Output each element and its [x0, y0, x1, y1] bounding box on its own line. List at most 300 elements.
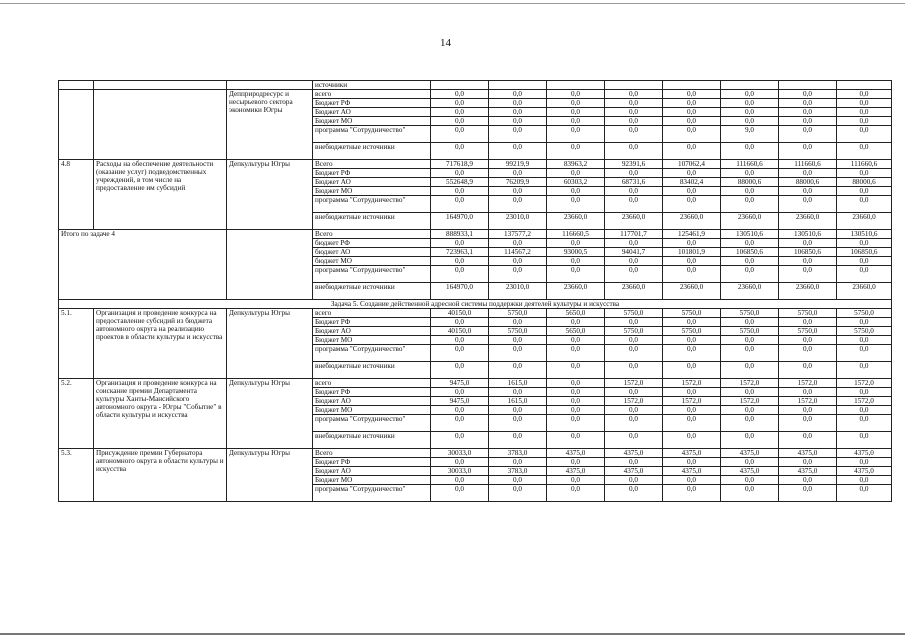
- measure-name: Организация и проведение конкурса на предоставление субсидий из бюджета автономного округа на реализацию проектов в области культуры и искусства: [94, 309, 227, 379]
- value-cell: 717618,9: [431, 160, 489, 169]
- value-cell: 117701,7: [605, 230, 663, 239]
- value-cell: 23660,0: [547, 213, 605, 230]
- value-cell: 4375,0: [547, 467, 605, 476]
- source-label: программа "Сотрудничество": [313, 415, 431, 432]
- value-cell: 0,0: [489, 239, 547, 248]
- value-cell: 23660,0: [663, 283, 721, 300]
- value-cell: 0,0: [837, 406, 892, 415]
- value-cell: 111660,6: [721, 160, 779, 169]
- value-cell: 0,0: [547, 239, 605, 248]
- value-cell: 0,0: [547, 99, 605, 108]
- value-cell: 88000,6: [837, 178, 892, 187]
- value-cell: 116660,5: [547, 230, 605, 239]
- source-label: бюджет РФ: [313, 239, 431, 248]
- source-label: бюджет МО: [313, 257, 431, 266]
- value-cell: 0,0: [605, 336, 663, 345]
- value-cell: 99219,9: [489, 160, 547, 169]
- value-cell: 0,0: [779, 196, 837, 213]
- value-cell: 92391,6: [605, 160, 663, 169]
- value-cell: 0,0: [431, 458, 489, 467]
- number-cell-empty: [59, 90, 94, 160]
- value-cell: 0,0: [721, 476, 779, 485]
- value-cell: 111660,6: [837, 160, 892, 169]
- value-cell: 5750,0: [605, 327, 663, 336]
- value-cell: 0,0: [605, 318, 663, 327]
- value-cell: 0,0: [605, 108, 663, 117]
- value-cell: 0,0: [663, 485, 721, 502]
- value-cell: 4375,0: [663, 449, 721, 458]
- row-number: 4.8: [59, 160, 94, 230]
- measure-name: Расходы на обеспечение деятельности (оказание услуг) подведомственных учреждений, в том числе на предоставление им субсидий: [94, 160, 227, 230]
- value-cell: 0,0: [721, 336, 779, 345]
- value-cell: 130510,6: [779, 230, 837, 239]
- value-cell: 9475,0: [431, 379, 489, 388]
- source-label: Бюджет РФ: [313, 458, 431, 467]
- value-cell: 0,0: [779, 257, 837, 266]
- value-cell: 0,0: [489, 485, 547, 502]
- name-cell-empty: [94, 90, 227, 160]
- value-cell: 0,0: [663, 169, 721, 178]
- source-label: программа "Сотрудничество": [313, 266, 431, 283]
- source-label: внебюджетные источники: [313, 432, 431, 449]
- value-cell: 1572,0: [837, 379, 892, 388]
- value-cell: 723963,1: [431, 248, 489, 257]
- value-cell: 0,0: [605, 432, 663, 449]
- value-cell: 114567,2: [489, 248, 547, 257]
- source-label: внебюджетные источники: [313, 143, 431, 160]
- value-cell: 0,0: [547, 196, 605, 213]
- source-label: всего: [313, 309, 431, 318]
- name-cell-empty: [94, 81, 227, 90]
- value-cell: 0,0: [837, 126, 892, 143]
- executor-cell: Депкультуры Югры: [227, 379, 313, 449]
- value-cell: 5750,0: [721, 309, 779, 318]
- value-cell: 0,0: [721, 239, 779, 248]
- value-cell: 40150,0: [431, 309, 489, 318]
- value-cell: 0,0: [663, 362, 721, 379]
- value-cell: 0,0: [837, 362, 892, 379]
- value-cell: 0,0: [779, 169, 837, 178]
- value-cell: 0,0: [489, 108, 547, 117]
- value-cell: 0,0: [489, 388, 547, 397]
- value-cell: 4375,0: [663, 467, 721, 476]
- value-cell: 130510,6: [721, 230, 779, 239]
- value-cell: 0,0: [779, 187, 837, 196]
- value-cell-empty: [663, 81, 721, 90]
- value-cell: 0,0: [779, 90, 837, 99]
- value-cell: 0,0: [779, 126, 837, 143]
- value-cell: 0,0: [547, 117, 605, 126]
- value-cell: 0,0: [837, 415, 892, 432]
- value-cell: 111660,6: [779, 160, 837, 169]
- value-cell: 30033,0: [431, 449, 489, 458]
- value-cell: 0,0: [605, 239, 663, 248]
- value-cell: 0,0: [431, 169, 489, 178]
- value-cell: 0,0: [605, 345, 663, 362]
- value-cell: 0,0: [547, 432, 605, 449]
- value-cell: 0,0: [605, 362, 663, 379]
- value-cell: 0,0: [837, 336, 892, 345]
- value-cell: 0,0: [663, 266, 721, 283]
- value-cell: 23660,0: [605, 213, 663, 230]
- value-cell: 88000,6: [721, 178, 779, 187]
- value-cell: 23660,0: [547, 283, 605, 300]
- source-label: источники: [313, 81, 431, 90]
- value-cell: 76209,9: [489, 178, 547, 187]
- value-cell: 4375,0: [837, 467, 892, 476]
- value-cell: 1572,0: [605, 397, 663, 406]
- scan-top-edge: [0, 3, 905, 4]
- value-cell: 5750,0: [489, 327, 547, 336]
- value-cell: 0,0: [605, 90, 663, 99]
- value-cell: 0,0: [489, 406, 547, 415]
- value-cell: 0,0: [489, 187, 547, 196]
- measure-name: Организация и проведение конкурса на соискание премии Департамента культуры Ханты-Мансийского автономного округа - Югры "Событие" в области культуры и искусства: [94, 379, 227, 449]
- value-cell: 30033,0: [431, 467, 489, 476]
- value-cell: 0,0: [547, 169, 605, 178]
- value-cell: 4375,0: [721, 449, 779, 458]
- executor-cell: Депкультуры Югры: [227, 160, 313, 230]
- value-cell: 0,0: [489, 196, 547, 213]
- value-cell: 0,0: [547, 379, 605, 388]
- value-cell: 0,0: [489, 432, 547, 449]
- value-cell: 0,0: [489, 458, 547, 467]
- executor-cell-empty: [227, 230, 313, 300]
- value-cell: 5750,0: [779, 309, 837, 318]
- value-cell: 0,0: [721, 108, 779, 117]
- value-cell: 0,0: [779, 406, 837, 415]
- value-cell: 0,0: [489, 415, 547, 432]
- source-label: Бюджет РФ: [313, 169, 431, 178]
- value-cell: 0,0: [547, 126, 605, 143]
- value-cell: 23660,0: [779, 283, 837, 300]
- value-cell: 0,0: [837, 117, 892, 126]
- value-cell: 23660,0: [721, 213, 779, 230]
- executor-cell: Депкультуры Югры: [227, 449, 313, 502]
- value-cell: 0,0: [605, 99, 663, 108]
- budget-table: [58, 80, 892, 502]
- value-cell: 0,0: [779, 485, 837, 502]
- value-cell: 40150,0: [431, 327, 489, 336]
- value-cell: 4375,0: [547, 449, 605, 458]
- value-cell: 0,0: [663, 345, 721, 362]
- value-cell: 0,0: [837, 345, 892, 362]
- value-cell: 23010,0: [489, 213, 547, 230]
- value-cell: 0,0: [721, 415, 779, 432]
- value-cell: 0,0: [489, 362, 547, 379]
- value-cell: 94041,7: [605, 248, 663, 257]
- value-cell: 0,0: [721, 345, 779, 362]
- value-cell: 0,0: [489, 90, 547, 99]
- value-cell: 0,0: [547, 388, 605, 397]
- value-cell: 0,0: [431, 117, 489, 126]
- source-label: Всего: [313, 449, 431, 458]
- source-label: Бюджет АО: [313, 327, 431, 336]
- value-cell: 0,0: [721, 388, 779, 397]
- value-cell: 0,0: [721, 266, 779, 283]
- source-label: Бюджет АО: [313, 397, 431, 406]
- value-cell: 0,0: [721, 90, 779, 99]
- value-cell-empty: [837, 81, 892, 90]
- value-cell: 5750,0: [837, 327, 892, 336]
- source-label: Бюджет МО: [313, 406, 431, 415]
- value-cell: 1615,0: [489, 397, 547, 406]
- value-cell: 0,0: [605, 415, 663, 432]
- value-cell: 5750,0: [663, 327, 721, 336]
- value-cell: 68731,6: [605, 178, 663, 187]
- value-cell: 0,0: [547, 318, 605, 327]
- value-cell: 0,0: [837, 432, 892, 449]
- value-cell: 0,0: [547, 336, 605, 345]
- value-cell: 0,0: [547, 406, 605, 415]
- value-cell: 0,0: [431, 108, 489, 117]
- value-cell: 0,0: [547, 458, 605, 467]
- value-cell: 0,0: [431, 143, 489, 160]
- value-cell-empty: [547, 81, 605, 90]
- value-cell: 0,0: [489, 257, 547, 266]
- source-label: Бюджет АО: [313, 467, 431, 476]
- value-cell: 0,0: [837, 187, 892, 196]
- row-number: 5.1.: [59, 309, 94, 379]
- value-cell: 1572,0: [721, 379, 779, 388]
- value-cell: 0,0: [837, 108, 892, 117]
- table-row: [59, 90, 892, 99]
- task-header-row: [59, 300, 892, 309]
- value-cell: 0,0: [431, 415, 489, 432]
- source-label: Бюджет МО: [313, 476, 431, 485]
- table-row: [59, 379, 892, 388]
- value-cell: 0,0: [547, 397, 605, 406]
- value-cell: 0,0: [489, 476, 547, 485]
- value-cell: 0,0: [605, 476, 663, 485]
- source-label: Бюджет АО: [313, 178, 431, 187]
- value-cell: 0,0: [431, 432, 489, 449]
- value-cell: 0,0: [721, 257, 779, 266]
- value-cell: 0,0: [547, 257, 605, 266]
- value-cell: 0,0: [663, 458, 721, 467]
- value-cell: 0,0: [489, 99, 547, 108]
- value-cell: 23660,0: [721, 283, 779, 300]
- table-row: [59, 449, 892, 458]
- value-cell: 552648,9: [431, 178, 489, 187]
- value-cell: 0,0: [663, 257, 721, 266]
- value-cell: 0,0: [663, 318, 721, 327]
- value-cell: 3783,0: [489, 467, 547, 476]
- value-cell: 0,0: [837, 458, 892, 467]
- value-cell: 106850,6: [837, 248, 892, 257]
- value-cell: 0,0: [779, 415, 837, 432]
- value-cell: 4375,0: [605, 467, 663, 476]
- value-cell: 0,0: [837, 99, 892, 108]
- value-cell: 0,0: [547, 362, 605, 379]
- value-cell: 0,0: [605, 458, 663, 467]
- value-cell: 0,0: [663, 476, 721, 485]
- value-cell: 0,0: [837, 476, 892, 485]
- value-cell: 0,0: [837, 169, 892, 178]
- value-cell: 0,0: [605, 126, 663, 143]
- value-cell: 0,0: [721, 117, 779, 126]
- value-cell: 1572,0: [605, 379, 663, 388]
- value-cell: 0,0: [837, 257, 892, 266]
- value-cell: 0,0: [721, 406, 779, 415]
- source-label: внебюджетные источники: [313, 213, 431, 230]
- value-cell: 0,0: [489, 117, 547, 126]
- value-cell-empty: [431, 81, 489, 90]
- value-cell: 0,0: [547, 187, 605, 196]
- value-cell: 0,0: [721, 143, 779, 160]
- value-cell: 0,0: [489, 266, 547, 283]
- value-cell: 0,0: [431, 476, 489, 485]
- source-label: Всего: [313, 230, 431, 239]
- value-cell: 0,0: [779, 318, 837, 327]
- source-label: программа "Сотрудничество": [313, 345, 431, 362]
- value-cell-empty: [605, 81, 663, 90]
- value-cell: 0,0: [721, 318, 779, 327]
- value-cell: 106850,6: [779, 248, 837, 257]
- value-cell: 0,0: [663, 126, 721, 143]
- table-body: [59, 81, 892, 502]
- source-label: Бюджет РФ: [313, 388, 431, 397]
- value-cell: 125461,9: [663, 230, 721, 239]
- value-cell: 9,0: [721, 126, 779, 143]
- page-number: 14: [440, 37, 451, 49]
- value-cell: 1572,0: [721, 397, 779, 406]
- value-cell: 0,0: [547, 266, 605, 283]
- value-cell: 0,0: [779, 345, 837, 362]
- value-cell: 0,0: [837, 318, 892, 327]
- value-cell: 0,0: [489, 336, 547, 345]
- table-row: [59, 160, 892, 169]
- value-cell: 0,0: [547, 90, 605, 99]
- value-cell: 0,0: [663, 406, 721, 415]
- source-label: внебюджетные источники: [313, 283, 431, 300]
- value-cell: 0,0: [779, 99, 837, 108]
- value-cell: 0,0: [837, 239, 892, 248]
- source-label: программа "Сотрудничество": [313, 126, 431, 143]
- value-cell: 4375,0: [721, 467, 779, 476]
- value-cell: 88000,6: [779, 178, 837, 187]
- task-5-header: Задача 5. Создание действенной адресной системы поддержки деятелей культуры и искусства: [59, 300, 892, 309]
- source-label: программа "Сотрудничество": [313, 485, 431, 502]
- value-cell: 5750,0: [837, 309, 892, 318]
- value-cell: 0,0: [489, 169, 547, 178]
- value-cell: 83402,4: [663, 178, 721, 187]
- value-cell: 0,0: [663, 196, 721, 213]
- value-cell: 4375,0: [605, 449, 663, 458]
- value-cell: 0,0: [779, 388, 837, 397]
- value-cell: 0,0: [547, 143, 605, 160]
- value-cell: 4375,0: [779, 467, 837, 476]
- value-cell-empty: [779, 81, 837, 90]
- source-label: Всего: [313, 160, 431, 169]
- value-cell: 0,0: [779, 362, 837, 379]
- value-cell: 0,0: [431, 126, 489, 143]
- value-cell: 0,0: [663, 90, 721, 99]
- value-cell: 0,0: [779, 266, 837, 283]
- value-cell: 0,0: [663, 117, 721, 126]
- value-cell: 164970,0: [431, 213, 489, 230]
- value-cell: 23660,0: [837, 283, 892, 300]
- value-cell: 9475,0: [431, 397, 489, 406]
- value-cell: 0,0: [663, 99, 721, 108]
- value-cell: 5750,0: [663, 309, 721, 318]
- value-cell: 0,0: [431, 345, 489, 362]
- value-cell: 93000,5: [547, 248, 605, 257]
- value-cell: 0,0: [779, 336, 837, 345]
- value-cell: 0,0: [547, 345, 605, 362]
- value-cell: 4375,0: [837, 449, 892, 458]
- value-cell: 0,0: [663, 187, 721, 196]
- value-cell: 23660,0: [837, 213, 892, 230]
- number-cell-empty: [59, 81, 94, 90]
- value-cell: 5650,0: [547, 327, 605, 336]
- measure-name: Присуждение премии Губернатора автономного округа в области культуры и искусства: [94, 449, 227, 502]
- executor-cell: Депприродресурс и несырьевого сектора экономики Югры: [227, 90, 313, 160]
- value-cell: 0,0: [605, 143, 663, 160]
- source-label: Бюджет МО: [313, 336, 431, 345]
- value-cell: 0,0: [663, 239, 721, 248]
- value-cell: 0,0: [431, 239, 489, 248]
- value-cell: 0,0: [605, 388, 663, 397]
- value-cell: 1572,0: [663, 397, 721, 406]
- value-cell: 0,0: [431, 90, 489, 99]
- row-number: 5.2.: [59, 379, 94, 449]
- value-cell: 0,0: [605, 485, 663, 502]
- value-cell: 0,0: [721, 485, 779, 502]
- value-cell: 0,0: [431, 362, 489, 379]
- source-label: внебюджетные источники: [313, 362, 431, 379]
- value-cell: 0,0: [837, 196, 892, 213]
- value-cell: 0,0: [779, 458, 837, 467]
- value-cell: 0,0: [837, 485, 892, 502]
- value-cell: 1572,0: [779, 379, 837, 388]
- value-cell: 0,0: [779, 476, 837, 485]
- value-cell: 106850,6: [721, 248, 779, 257]
- value-cell: 5750,0: [489, 309, 547, 318]
- value-cell: 0,0: [721, 187, 779, 196]
- value-cell: 0,0: [721, 99, 779, 108]
- value-cell: 0,0: [837, 143, 892, 160]
- value-cell: 0,0: [431, 485, 489, 502]
- value-cell: 0,0: [663, 432, 721, 449]
- value-cell: 0,0: [605, 187, 663, 196]
- source-label: Бюджет АО: [313, 108, 431, 117]
- value-cell: 0,0: [605, 257, 663, 266]
- table-row: [59, 230, 892, 239]
- value-cell: 0,0: [547, 108, 605, 117]
- source-label: программа "Сотрудничество": [313, 196, 431, 213]
- value-cell: 888933,1: [431, 230, 489, 239]
- value-cell: 0,0: [431, 99, 489, 108]
- value-cell: 164970,0: [431, 283, 489, 300]
- value-cell: 0,0: [431, 388, 489, 397]
- value-cell: 0,0: [431, 318, 489, 327]
- table-row: [59, 81, 892, 90]
- value-cell: 0,0: [721, 196, 779, 213]
- scan-bottom-edge: [0, 633, 905, 635]
- value-cell: 0,0: [721, 432, 779, 449]
- value-cell: 0,0: [547, 415, 605, 432]
- total-label: Итого по задаче 4: [59, 230, 227, 300]
- value-cell: 0,0: [721, 362, 779, 379]
- value-cell: 60303,2: [547, 178, 605, 187]
- value-cell: 1615,0: [489, 379, 547, 388]
- row-number: 5.3.: [59, 449, 94, 502]
- value-cell: 5750,0: [605, 309, 663, 318]
- source-label: всего: [313, 90, 431, 99]
- value-cell: 0,0: [547, 485, 605, 502]
- value-cell: 107062,4: [663, 160, 721, 169]
